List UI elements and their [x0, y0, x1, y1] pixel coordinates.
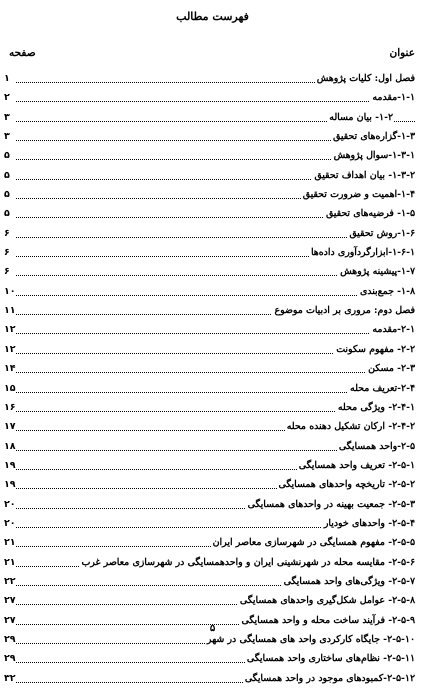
toc-entry-label: ۲-۵-۸- عوامل شکل‌گیری واحدهای همسایگی: [238, 591, 415, 610]
toc-entry-label: ۲-۱-مقدمه: [370, 320, 415, 339]
toc-entry-page: ۲۰: [4, 517, 16, 529]
toc-entry-label: ۱-۳-گزاره‌های تحقیق: [331, 127, 415, 146]
title-column-header: عنوان: [389, 47, 415, 59]
toc-entry-page: ۱۶: [4, 401, 16, 413]
toc-entry[interactable]: [0, 127, 425, 146]
toc-entry-label: فصل دوم: مروری بر ادبیات موضوع: [272, 301, 415, 320]
toc-entry-page: ۲۷: [4, 614, 16, 626]
toc-entry-label: ۲-۵-۵- مفهوم همسایگی در شهرسازی معاصر ایران: [211, 533, 415, 552]
toc-entry-page: ۱۹: [4, 479, 16, 491]
toc-entry-page: ۱۱: [4, 305, 16, 317]
dot-leader: [16, 101, 415, 102]
toc-entry[interactable]: [0, 340, 425, 359]
toc-entry-label: ۱-۶-روش تحقیق: [347, 224, 415, 243]
toc-entry-page: ۲۰: [4, 498, 16, 510]
toc-entry-page: ۱۸: [4, 440, 16, 452]
toc-entry-page: ۱۴: [4, 363, 16, 375]
toc-entry-page: ۵: [4, 189, 10, 201]
toc-entry[interactable]: [0, 301, 425, 320]
toc-entry[interactable]: [0, 204, 425, 223]
toc-entry[interactable]: [0, 359, 425, 378]
toc-entry[interactable]: [0, 146, 425, 165]
toc-entry-label: ۲-۴-۱- ویژگی محله: [336, 398, 415, 417]
toc-entry-label: ۱-۸- جمع‌بندی: [358, 282, 415, 301]
toc-entry-label: ۲-۳- مسکن: [366, 359, 415, 378]
toc-entry-page: ۵: [4, 169, 10, 181]
toc-entry[interactable]: [0, 320, 425, 339]
toc-entry-page: ۳: [4, 111, 10, 123]
toc-entry[interactable]: [0, 108, 425, 127]
toc-entry-page: ۲۹: [4, 633, 16, 645]
toc-entry-page: ۳۲: [4, 672, 16, 684]
toc-entry[interactable]: [0, 262, 425, 281]
dot-leader: [16, 333, 415, 334]
dot-leader: [16, 372, 415, 373]
toc-entry[interactable]: [0, 591, 425, 610]
toc-entry-label: ۲-۵-۷- ویژگی‌های واحد همسایگی: [282, 572, 415, 591]
toc-entry-label: ۱-۶-۱-ابزارگردآوری داده‌ها: [309, 243, 415, 262]
toc-entry-page: ۶: [4, 227, 10, 239]
toc-entry[interactable]: [0, 669, 425, 688]
toc-entry-label: ۲-۴-تعریف محله: [348, 379, 415, 398]
toc-entry-label: ۱-۷-پیشینه پژوهش: [338, 262, 415, 281]
toc-entry-label: ۲-۵-۱۱- نظام‌های ساختاری واحد همسایگی: [245, 649, 415, 668]
toc-entry-page: ۱: [4, 73, 10, 84]
toc-entry-page: ۲۷: [4, 595, 16, 607]
toc-entry-page: ۱۰: [4, 285, 16, 297]
toc-entry-label: ۲-۵-۹- فرآیند ساخت محله و واحد همسایگی: [240, 611, 415, 630]
toc-entry[interactable]: [0, 649, 425, 668]
toc-entry[interactable]: [0, 437, 425, 456]
toc-entry-page: ۲۹: [4, 653, 16, 665]
page-column-header: صفحه: [9, 47, 36, 59]
toc-entry-page: ۱۷: [4, 421, 16, 433]
toc-entry-page: ۱۲: [4, 343, 16, 355]
toc-entry-label: فصل اول: کلیات پژوهش: [315, 69, 415, 88]
toc-entry-label: ۲-۴-۲- ارکان تشکیل دهنده محله: [285, 417, 415, 436]
toc-entry-page: ۱۵: [4, 382, 16, 394]
toc-entry-page: ۲۱: [4, 537, 16, 549]
toc-entry-page: ۶: [4, 247, 10, 259]
toc-entry[interactable]: [0, 243, 425, 262]
toc-entry-page: ۵: [4, 208, 10, 220]
toc-entry-label: ۲-۵-۱۲-کمبودهای موجود در واحد همسایگی: [243, 669, 415, 688]
toc-entry-label: ۲-۵-۶- مقایسه محله در شهرنشینی ایران و واحدهمسایگی در شهرسازی معاصر غرب: [79, 553, 415, 572]
page-number: ۵: [209, 623, 216, 634]
toc-entry[interactable]: [0, 572, 425, 591]
toc-entry-page: ۲۲: [4, 575, 16, 587]
toc-entry[interactable]: [0, 379, 425, 398]
toc-entry[interactable]: [0, 553, 425, 572]
toc-entry-label: ۲-۵-۲- تاریخچه واحدهای همسایگی: [277, 475, 415, 494]
toc-entry-page: ۱۹: [4, 459, 16, 471]
toc-entry-page: ۲۱: [4, 556, 16, 568]
toc-entry-label: ۱-۳-۱-سوال پژوهش: [332, 146, 415, 165]
toc-entry[interactable]: [0, 533, 425, 552]
toc-entry-label: ۲-۲- مفهوم سکونت: [334, 340, 415, 359]
toc-entry-label: ۲-۵-۳- جمعیت بهینه در واحدهای همسایگی: [246, 495, 415, 514]
toc-entry-page: ۲: [4, 92, 10, 104]
toc-entry[interactable]: [0, 88, 425, 107]
toc-entry[interactable]: [0, 224, 425, 243]
toc-entry-label: ۲-۵-۱- تعریف واحد همسایگی: [297, 456, 415, 475]
toc-entry[interactable]: [0, 514, 425, 533]
toc-entry-label: ۲-۵-واحد همسایگی: [337, 437, 415, 456]
toc-entry[interactable]: [0, 282, 425, 301]
toc-entry-page: ۶: [4, 266, 10, 278]
toc-entry-label: ۲-۵-۱۰- جایگاه کارکردی واحد های همسایگی در شهر: [205, 630, 415, 649]
toc-entry[interactable]: [0, 417, 425, 436]
toc-entry[interactable]: [0, 69, 425, 88]
toc-entry-label: ۱-۳-۲- بیان اهداف تحقیق: [312, 166, 415, 185]
dot-leader: [16, 295, 415, 296]
toc-entry[interactable]: [0, 398, 425, 417]
table-of-contents: [0, 69, 425, 688]
toc-entry-page: ۱۲: [4, 324, 16, 336]
toc-entry[interactable]: [0, 185, 425, 204]
toc-entry[interactable]: [0, 475, 425, 494]
toc-entry-label: ۱-۴-اهمیت و ضرورت تحقیق: [301, 185, 415, 204]
toc-entry-page: ۳: [4, 131, 10, 143]
page-title: فهرست مطالب: [176, 10, 249, 23]
toc-entry[interactable]: [0, 495, 425, 514]
toc-entry-label: ۱-۵- فرضیه‌های تحقیق: [324, 204, 415, 223]
toc-entry-label: ۲-۵-۴- واحدهای خودیار: [322, 514, 415, 533]
toc-entry-page: ۵: [4, 150, 10, 162]
toc-entry-label: ۱-۱-مقدمه: [370, 88, 415, 107]
toc-entry[interactable]: [0, 456, 425, 475]
toc-entry[interactable]: [0, 166, 425, 185]
toc-entry-label: ۱-۲- بیان مساله: [327, 108, 393, 127]
